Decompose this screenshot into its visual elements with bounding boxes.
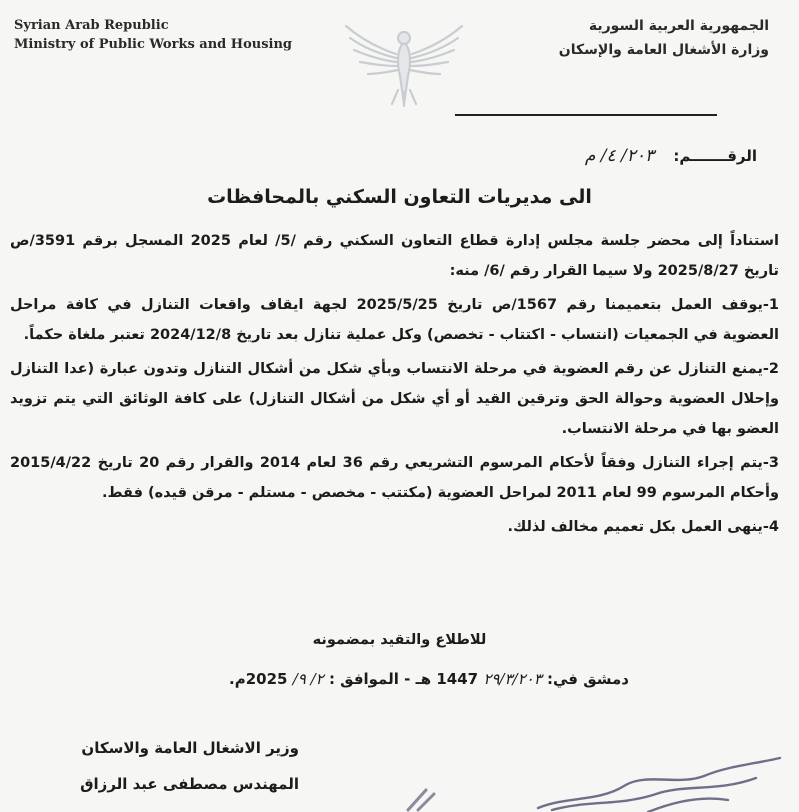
signatory-name: المهندس مصطفى عبد الرزاق [80,775,299,793]
memo-item-2: 2-يمنع التنازل عن رقم العضوية في مرحلة الانتساب وبأي شكل من أشكال التنازل وتدون عبارة (عدا التنازل وإحلال العضوية وحوالة الحق وترقين القيد أو أي شكل من أشكال التنازل) على كافة الوثائق التي يتم تزويد العضو بها في مرحلة الانتساب. [10,361,779,437]
memo-item-4: 4-ينهى العمل بكل تعميم مخالف لذلك. [507,519,779,535]
header-ar-ministry: وزارة الأشغال العامة والإسكان [558,42,769,58]
closing-line: للاطلاع والتقيد بمضمونه [312,632,487,648]
header-en-country: Syrian Arab Republic [14,18,169,33]
reference-number: ٢٠٣/ ٤/ م [584,146,655,166]
signature-block [80,730,299,802]
header-divider [455,114,717,116]
reference-line [497,146,757,166]
addressee-heading: الى مديريات التعاون السكني بالمحافظات [207,186,592,208]
date-hijri-handwritten: ٢٩/٣/٢٠٣ [483,670,542,688]
memo-intro: استناداً إلى محضر جلسة مجلس إدارة قطاع التعاون السكني رقم /5/ لعام 2025 المسجل برقم 3591/ص تاريخ 2025/8/27 ولا سيما القرار رقم /6/ منه: [10,233,780,279]
date-hijri-year: 1447 هـ [415,670,479,688]
reference-label: الرقـــــــم: [673,147,757,165]
date-separator: - الموافق : [328,670,411,688]
header-english [14,16,292,54]
signature-stamp-icon [528,756,788,812]
signatory-title: وزير الاشغال العامة والاسكان [81,739,299,757]
date-gregorian-year: 2025م. [229,670,288,688]
ink-mark-icon [404,784,444,812]
date-line [130,670,629,688]
header-ar-country: الجمهورية العربية السورية [588,18,769,34]
date-prefix: دمشق في: [547,670,629,688]
memo-item-3: 3-يتم إجراء التنازل وفقاً لأحكام المرسوم التشريعي رقم 36 لعام 2014 والقرار رقم 20 تاريخ 2015/4/22 وأحكام المرسوم 99 لعام 2011 لمراحل العضوية (مكتتب - مخصص - مستلم - مرقن قيده) فقط. [10,455,779,501]
memo-item-1: 1-يوقف العمل بتعميمنا رقم 1567/ص تاريخ 2025/5/25 لجهة ايقاف واقعات التنازل في كافة مراحل العضوية في الجمعيات (انتساب - اكتتاب - تخصص) وكل عملية تنازل بعد تاريخ 2024/12/8 تعتبر ملغاة حكماً. [10,297,780,343]
date-gregorian-handwritten: ٢/ ٩/ [292,670,324,688]
memo-body [10,226,779,546]
header-arabic [559,14,769,62]
eagle-emblem-icon [338,20,470,108]
header-en-ministry: Ministry of Public Works and Housing [14,37,293,52]
